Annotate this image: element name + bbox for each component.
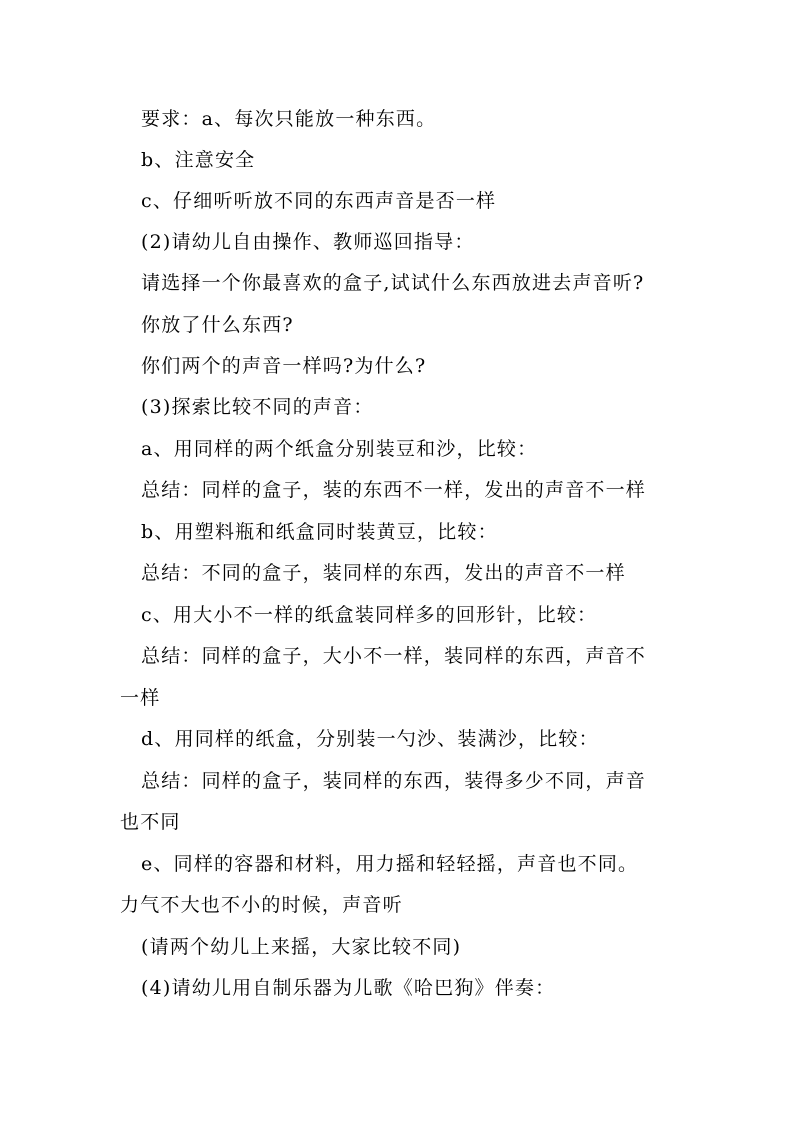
text-line-step-4: (4)请幼儿用自制乐器为儿歌《哈巴狗》伴奏： <box>141 977 556 999</box>
text-line-safety: b、注意安全 <box>141 149 256 171</box>
text-line-compare-d: d、用同样的纸盒，分别装一勺沙、装满沙，比较： <box>141 728 599 750</box>
text-line-requirements: 要求：a、每次只能放一种东西。 <box>141 108 437 130</box>
text-line-step-3: (3)探索比较不同的声音： <box>141 396 374 418</box>
text-line-step-2: (2)请幼儿自由操作、教师巡回指导： <box>141 231 475 253</box>
text-line-compare-c: c、用大小不一样的纸盒装同样多的回形针，比较： <box>141 604 598 626</box>
text-line-summary-c: 总结：同样的盒子，大小不一样，装同样的东西，声音不 <box>141 645 647 667</box>
text-line-summary-d-cont: 也不同 <box>120 811 181 833</box>
text-line-choose-box: 请选择一个你最喜欢的盒子,试试什么东西放进去声音听? <box>141 272 645 294</box>
text-line-summary-c-cont: 一样 <box>120 687 161 709</box>
text-line-question-1: 你放了什么东西? <box>141 314 294 336</box>
text-line-compare-a: a、用同样的两个纸盒分别装豆和沙，比较： <box>141 438 538 460</box>
text-line-summary-d: 总结：同样的盒子，装同样的东西，装得多少不同，声音 <box>141 770 647 792</box>
text-line-two-children: (请两个幼儿上来摇，大家比较不同) <box>141 936 462 958</box>
text-line-compare-b: b、用塑料瓶和纸盒同时装黄豆，比较： <box>141 521 498 543</box>
text-line-summary-b: 总结：不同的盒子，装同样的东西，发出的声音不一样 <box>141 562 626 584</box>
text-line-question-2: 你们两个的声音一样吗?为什么? <box>141 355 427 377</box>
text-line-summary-a: 总结：同样的盒子，装的东西不一样，发出的声音不一样 <box>141 479 647 501</box>
text-line-listen: c、仔细听听放不同的东西声音是否一样 <box>141 190 497 212</box>
text-line-compare-e: e、同样的容器和材料，用力摇和轻轻摇，声音也不同。 <box>141 853 639 875</box>
text-line-compare-e-cont: 力气不大也不小的时候，声音听 <box>120 894 403 916</box>
